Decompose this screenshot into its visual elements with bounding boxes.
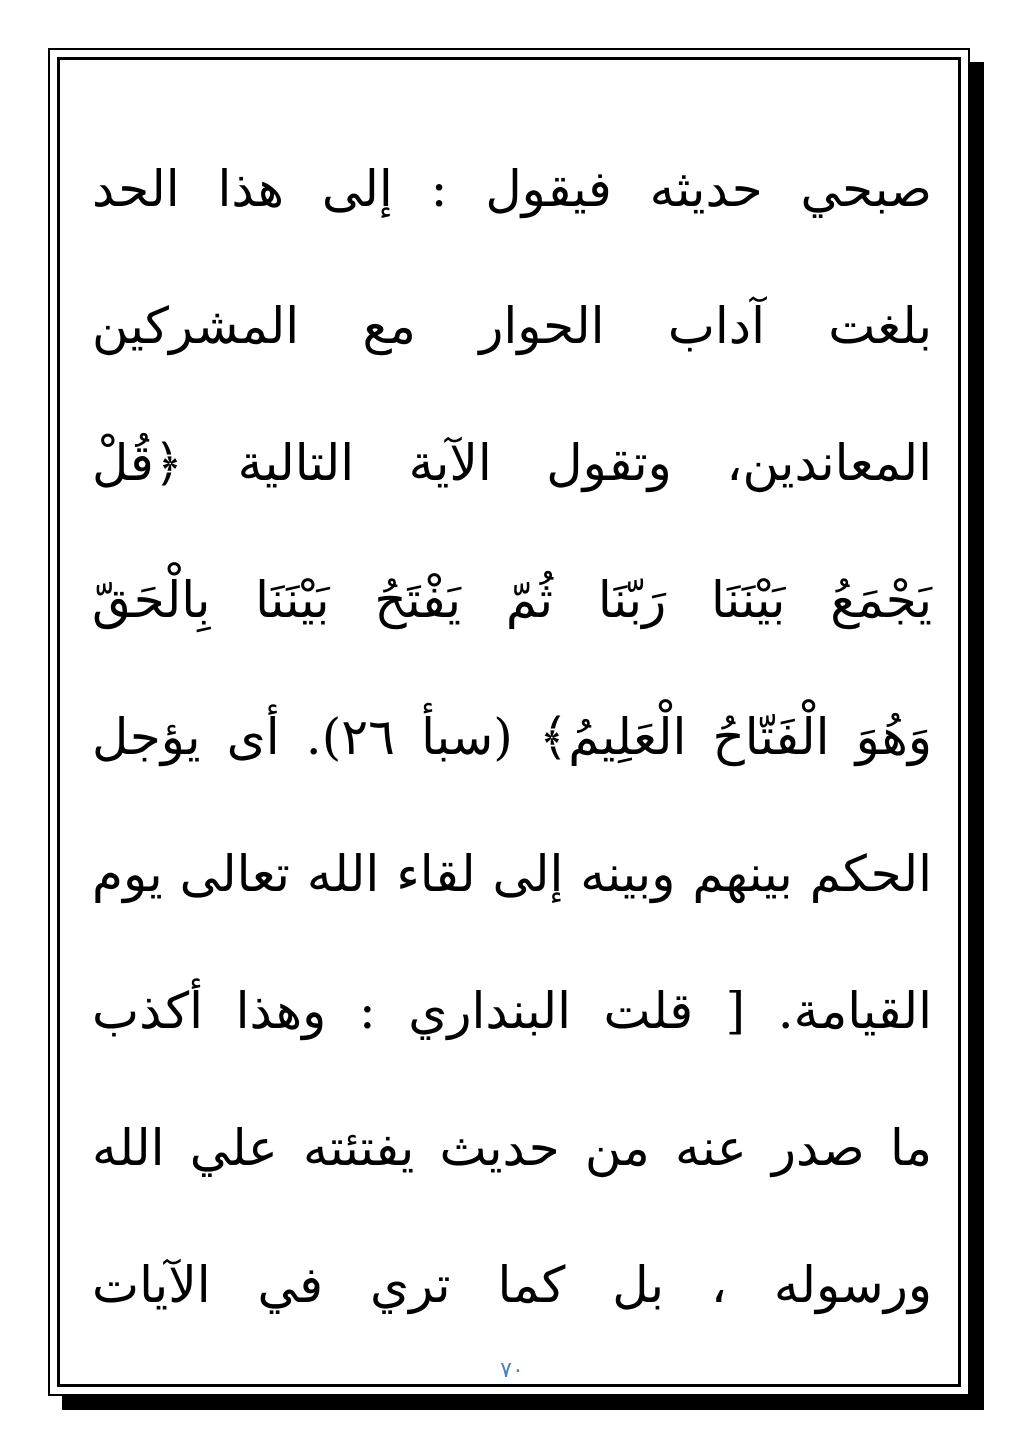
text-line: القيامة. [ قلت البنداري : وهذا أكذب	[92, 981, 932, 1040]
text-line: المعاندين، وتقول الآية التالية ﴿قُلْ	[92, 433, 932, 492]
text-line: بلغت آداب الحوار مع المشركين	[92, 296, 932, 355]
text-line: يَجْمَعُ بَيْنَنَا رَبّنَا ثُمّ يَفْتَحُ بَيْنَنَا بِالْحَقّ	[92, 570, 932, 629]
text-line: صبحي حديثه فيقول : إلى هذا الحد	[92, 159, 932, 218]
text-line: ورسوله ، بل كما تري في الآيات	[92, 1255, 932, 1314]
page-body-text	[92, 120, 932, 1353]
page-number: ٧٠	[500, 1358, 524, 1383]
text-line: وَهُوَ الْفَتّاحُ الْعَلِيمُ﴾ (سبأ ٢٦). أى يؤجل	[92, 707, 932, 766]
text-line: الحكم بينهم وبينه إلى لقاء الله تعالى يوم	[92, 844, 932, 903]
text-line: ما صدر عنه من حديث يفتئته علي الله	[92, 1118, 932, 1177]
